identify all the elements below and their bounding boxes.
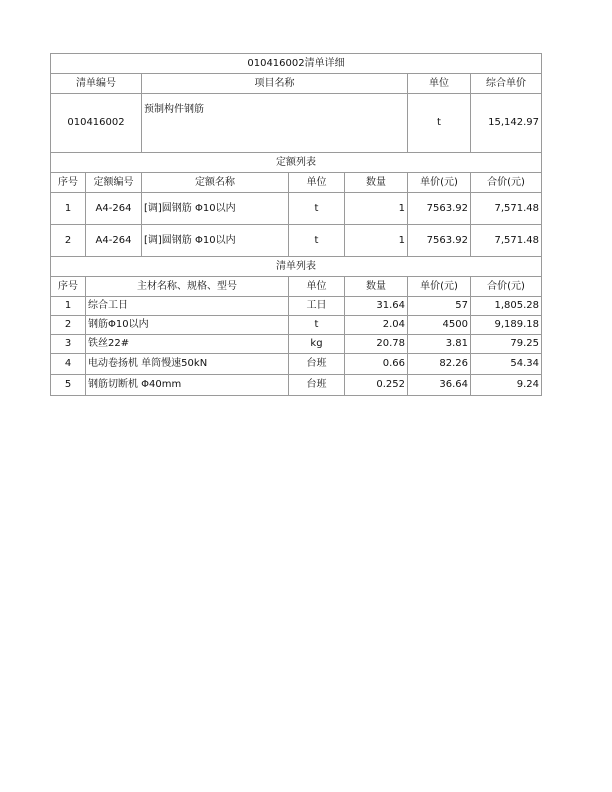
mat-col-total: 合价(元): [471, 277, 542, 297]
quota-unit: t: [289, 225, 345, 257]
quota-total: 7,571.48: [471, 225, 542, 257]
quota-total: 7,571.48: [471, 193, 542, 225]
name-header: 项目名称: [142, 74, 408, 94]
material-price: 82.26: [408, 354, 471, 375]
material-unit: 台班: [289, 354, 345, 375]
mat-col-name: 主材名称、规格、型号: [86, 277, 289, 297]
item-price: 15,142.97: [471, 94, 542, 153]
material-price: 36.64: [408, 375, 471, 396]
item-name: 预制构件钢筋: [142, 94, 408, 153]
quota-no: 1: [51, 193, 86, 225]
material-row: [51, 297, 542, 316]
material-name: 电动卷扬机 单筒慢速50kN: [86, 354, 289, 375]
material-row: [51, 335, 542, 354]
quota-section-title: 定额列表: [51, 153, 542, 173]
quota-col-unit: 单位: [289, 173, 345, 193]
material-unit: t: [289, 316, 345, 335]
material-name: 综合工日: [86, 297, 289, 316]
quota-name: [调]圆钢筋 Φ10以内: [142, 193, 289, 225]
material-qty: 0.66: [345, 354, 408, 375]
material-name: 钢筋Φ10以内: [86, 316, 289, 335]
material-name: 钢筋切断机 Φ40mm: [86, 375, 289, 396]
quota-col-code: 定额编号: [86, 173, 142, 193]
mat-col-no: 序号: [51, 277, 86, 297]
material-qty: 20.78: [345, 335, 408, 354]
material-total: 1,805.28: [471, 297, 542, 316]
material-no: 2: [51, 316, 86, 335]
price-header: 综合单价: [471, 74, 542, 94]
material-unit: 工日: [289, 297, 345, 316]
material-no: 4: [51, 354, 86, 375]
material-qty: 0.252: [345, 375, 408, 396]
material-no: 1: [51, 297, 86, 316]
quota-row: [51, 193, 542, 225]
material-name: 铁丝22#: [86, 335, 289, 354]
quota-col-price: 单价(元): [408, 173, 471, 193]
unit-header: 单位: [408, 74, 471, 94]
quota-price: 7563.92: [408, 225, 471, 257]
quota-unit: t: [289, 193, 345, 225]
quota-no: 2: [51, 225, 86, 257]
material-row: [51, 375, 542, 396]
mat-col-price: 单价(元): [408, 277, 471, 297]
bill-detail-table: [50, 53, 542, 396]
quota-qty: 1: [345, 225, 408, 257]
material-total: 54.34: [471, 354, 542, 375]
material-price: 3.81: [408, 335, 471, 354]
quota-col-no: 序号: [51, 173, 86, 193]
item-unit: t: [408, 94, 471, 153]
sheet-title: 010416002清单详细: [51, 54, 542, 74]
quota-col-qty: 数量: [345, 173, 408, 193]
mat-col-unit: 单位: [289, 277, 345, 297]
material-row: [51, 316, 542, 335]
material-total: 9.24: [471, 375, 542, 396]
material-row: [51, 354, 542, 375]
quota-col-total: 合价(元): [471, 173, 542, 193]
material-total: 9,189.18: [471, 316, 542, 335]
quota-row: [51, 225, 542, 257]
quota-name: [调]圆钢筋 Φ10以内: [142, 225, 289, 257]
material-no: 3: [51, 335, 86, 354]
material-no: 5: [51, 375, 86, 396]
item-code: 010416002: [51, 94, 142, 153]
quota-col-name: 定额名称: [142, 173, 289, 193]
material-unit: 台班: [289, 375, 345, 396]
mat-col-qty: 数量: [345, 277, 408, 297]
material-total: 79.25: [471, 335, 542, 354]
quota-price: 7563.92: [408, 193, 471, 225]
material-unit: kg: [289, 335, 345, 354]
material-price: 57: [408, 297, 471, 316]
material-price: 4500: [408, 316, 471, 335]
quota-qty: 1: [345, 193, 408, 225]
quota-code: A4-264: [86, 193, 142, 225]
material-qty: 2.04: [345, 316, 408, 335]
materials-section-title: 清单列表: [51, 257, 542, 277]
material-qty: 31.64: [345, 297, 408, 316]
quota-code: A4-264: [86, 225, 142, 257]
code-header: 清单编号: [51, 74, 142, 94]
